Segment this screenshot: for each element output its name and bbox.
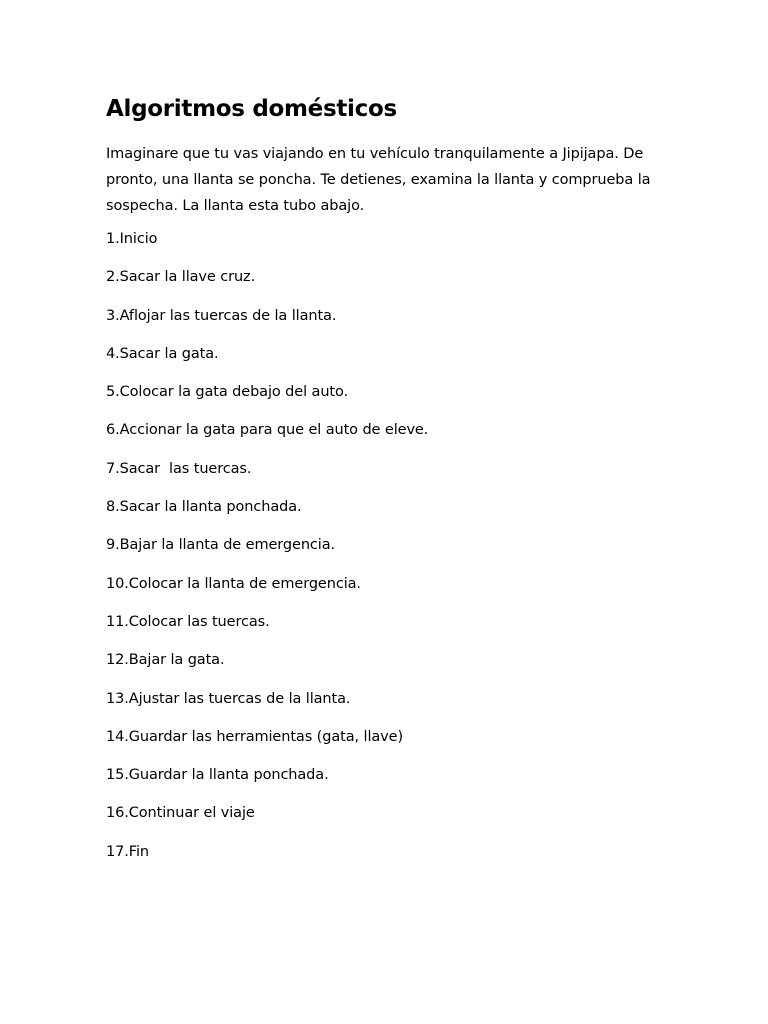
step-item: 1.Inicio <box>106 231 158 247</box>
document-title: Algoritmos domésticos <box>106 96 397 122</box>
step-item: 14.Guardar las herramientas (gata, llave) <box>106 728 404 745</box>
step-item: 4.Sacar la gata. <box>106 345 219 362</box>
step-item: 9.Bajar la llanta de emergencia. <box>106 537 336 554</box>
step-item: 16.Continuar el viaje <box>106 805 255 822</box>
steps-list <box>106 229 666 863</box>
step-item: 7.Sacar las tuercas. <box>106 460 252 477</box>
intro-paragraph: Imaginare que tu vas viajando en tu vehículo tranquilamente a Jipijapa. De pronto, una llanta se poncha. Te detienes, examina la llanta y comprueba la sospecha. La llanta esta tubo abajo. <box>106 146 651 214</box>
step-item: 8.Sacar la llanta ponchada. <box>106 499 302 516</box>
step-item: 5.Colocar la gata debajo del auto. <box>106 384 349 401</box>
step-item: 3.Aflojar las tuercas de la llanta. <box>106 307 337 324</box>
step-item: 10.Colocar la llanta de emergencia. <box>106 575 361 592</box>
step-item: 6.Accionar la gata para que el auto de eleve. <box>106 422 429 439</box>
step-item: 11.Colocar las tuercas. <box>106 613 270 630</box>
document-page <box>106 92 666 880</box>
step-item: 13.Ajustar las tuercas de la llanta. <box>106 690 351 707</box>
step-item: 15.Guardar la llanta ponchada. <box>106 767 329 784</box>
step-item: 12.Bajar la gata. <box>106 652 225 669</box>
step-item: 2.Sacar la llave cruz. <box>106 269 256 286</box>
step-item: 17.Fin <box>106 843 149 860</box>
